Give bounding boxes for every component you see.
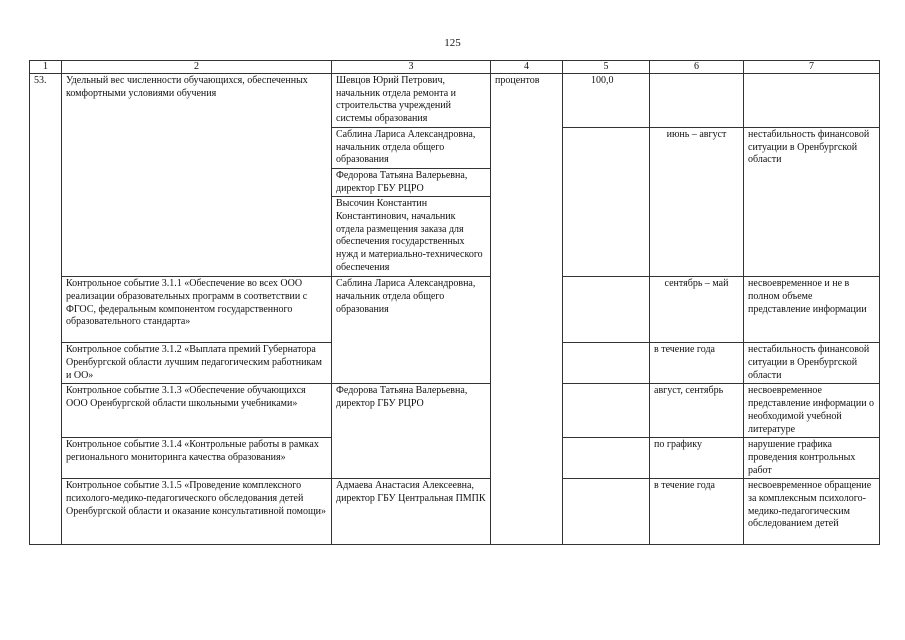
plan-table — [29, 60, 880, 545]
risk: нестабильность финансовой ситуации в Оренбургской области — [744, 127, 880, 277]
event-text: Контрольное событие 3.1.2 «Выплата премий Губернатора Оренбургской области лучшим педагогическим работникам и ОО» — [62, 343, 332, 384]
value-cell — [563, 384, 650, 438]
risk: несвоевременное обращение за комплексным психолого-медико-педагогическим обследованием детей — [744, 479, 880, 545]
table-row — [30, 74, 880, 128]
responsible-person: Саблина Лариса Александровна, начальник отдела общего образования — [332, 277, 491, 384]
event-text: Контрольное событие 3.1.1 «Обеспечение во всех ООО реализации образовательных программ в соответствии с ФГОС, федеральным компонентом государственного образовательного стандарта» — [62, 277, 332, 343]
event-text: Контрольное событие 3.1.3 «Обеспечение обучающихся ООО Оренбургской области школьными учебниками» — [62, 384, 332, 438]
period: июнь – август — [650, 127, 744, 277]
table-row — [30, 479, 880, 545]
period: в течение года — [650, 479, 744, 545]
period: по графику — [650, 438, 744, 479]
period: август, сентябрь — [650, 384, 744, 438]
header-cell: 7 — [744, 61, 880, 74]
risk: несвоевременное представление информации о необходимой учебной литературе — [744, 384, 880, 438]
risk-cell — [744, 74, 880, 128]
table-row — [30, 277, 880, 343]
risk: нарушение графика проведения контрольных работ — [744, 438, 880, 479]
page-number: 125 — [444, 37, 461, 49]
responsible-person: Шевцов Юрий Петрович, начальник отдела ремонта и строительства учреждений системы образования — [332, 74, 491, 128]
responsible-person: Федорова Татьяна Валерьевна, директор ГБУ РЦРО — [332, 384, 491, 479]
header-cell: 6 — [650, 61, 744, 74]
indicator-name: Удельный вес численности обучающихся, обеспеченных комфортными условиями обучения — [62, 74, 332, 277]
responsible-person: Федорова Татьяна Валерьевна, директор ГБУ РЦРО — [332, 168, 491, 196]
value-cell — [563, 438, 650, 479]
value: 100,0 — [563, 74, 650, 128]
value-cell — [563, 343, 650, 384]
table-row — [30, 384, 880, 438]
header-cell: 5 — [563, 61, 650, 74]
value-cell — [563, 127, 650, 277]
risk: несвоевременное и не в полном объеме представление информации — [744, 277, 880, 343]
responsible-person: Саблина Лариса Александровна, начальник отдела общего образования — [332, 127, 491, 168]
units: процентов — [491, 74, 563, 545]
value-cell — [563, 479, 650, 545]
responsible-person: Адмаева Анастасия Алексеевна, директор ГБУ Центральная ПМПК — [332, 479, 491, 545]
period-cell — [650, 74, 744, 128]
header-row — [30, 61, 880, 74]
period: сентябрь – май — [650, 277, 744, 343]
header-cell: 4 — [491, 61, 563, 74]
period: в течение года — [650, 343, 744, 384]
value-cell — [563, 277, 650, 343]
event-text: Контрольное событие 3.1.5 «Проведение комплексного психолого-медико-педагогического обследования детей Оренбургской области и оказание консультативной помощи» — [62, 479, 332, 545]
header-cell: 2 — [62, 61, 332, 74]
event-text: Контрольное событие 3.1.4 «Контрольные работы в рамках регионального мониторинга качества образования» — [62, 438, 332, 479]
header-cell: 3 — [332, 61, 491, 74]
risk: нестабильность финансовой ситуации в Оренбургской области — [744, 343, 880, 384]
header-cell: 1 — [30, 61, 62, 74]
responsible-person: Высочин Константин Константинович, начальник отдела размещения заказа для обеспечения государственных нужд и материально-технического обеспечения — [332, 197, 491, 277]
row-number: 53. — [30, 74, 62, 545]
